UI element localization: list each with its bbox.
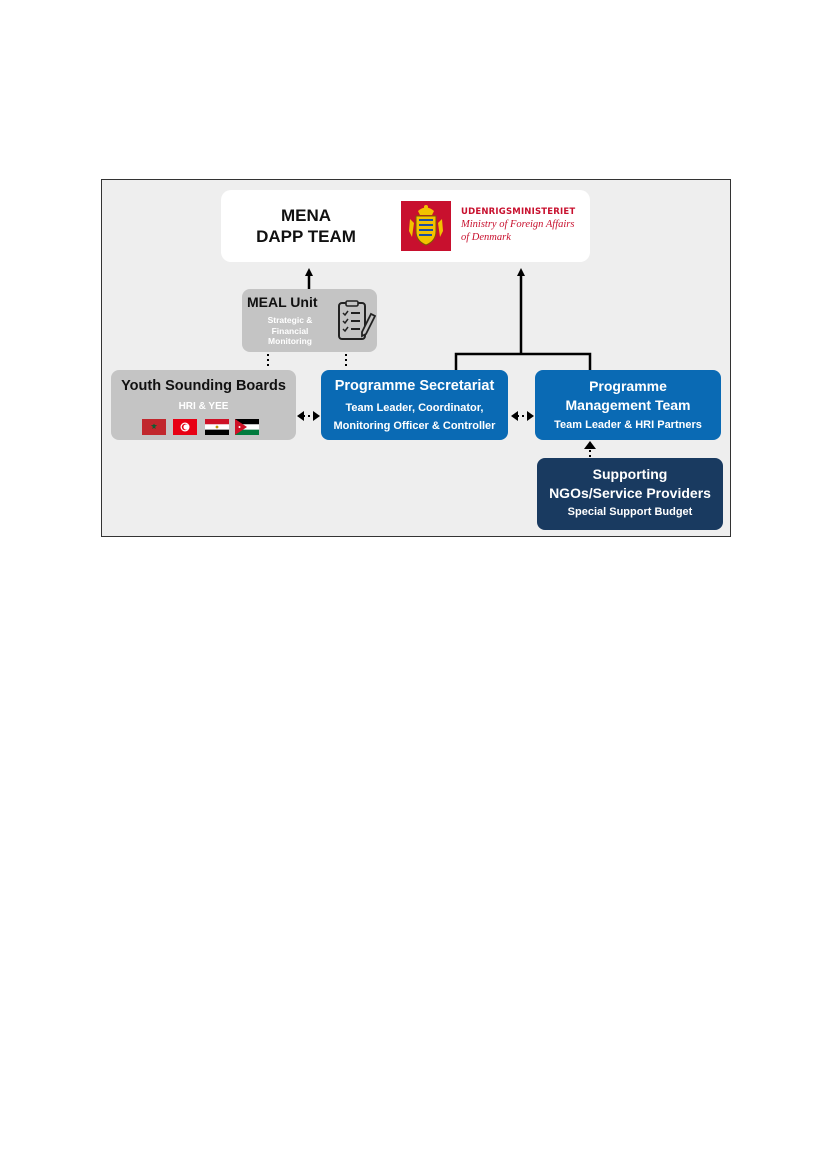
ministry-logo-text xyxy=(461,207,575,243)
bracket-sec-pmt xyxy=(456,354,590,370)
ministry-crest-icon xyxy=(401,201,451,251)
supporting-title1: Supporting xyxy=(592,466,668,482)
arrowhead-left-2 xyxy=(511,411,518,421)
secretariat-sub2: Monitoring Officer & Controller xyxy=(333,420,496,432)
meal-sub2: Financial xyxy=(271,325,309,336)
ministry-sub1: Ministry of Foreign Affairs xyxy=(461,219,575,230)
programme-management-team-box xyxy=(535,370,721,440)
egypt-flag-icon xyxy=(205,419,229,435)
arrowhead-right-2 xyxy=(527,411,534,421)
management-title2: Management Team xyxy=(565,397,691,413)
programme-secretariat-box xyxy=(321,370,508,440)
secretariat-sub1: Team Leader, Coordinator, xyxy=(345,402,484,414)
meal-sub3: Monitoring xyxy=(268,336,312,346)
meal-unit-box xyxy=(242,289,377,352)
ministry-sub2: of Denmark xyxy=(461,232,511,243)
management-title1: Programme xyxy=(589,378,667,394)
mena-title xyxy=(251,205,361,247)
clipboard-checklist-icon xyxy=(336,300,376,342)
meal-sub1: Strategic & xyxy=(267,315,313,325)
meal-subtitle xyxy=(254,315,326,347)
tunisia-flag-icon xyxy=(173,419,197,435)
arrowhead-up xyxy=(584,441,596,449)
meal-title: MEAL Unit xyxy=(247,294,318,310)
youth-subtitle: HRI & YEE xyxy=(178,401,229,412)
mena-line1: MENA xyxy=(280,206,332,225)
arrowhead-left-1 xyxy=(297,411,304,421)
supporting-sub: Special Support Budget xyxy=(567,506,693,518)
ministry-name: UDENRIGSMINISTERIET xyxy=(461,207,576,217)
arrowhead-right-1 xyxy=(313,411,320,421)
morocco-flag-icon xyxy=(142,419,166,435)
mena-dapp-team-box xyxy=(221,190,590,262)
secretariat-title: Programme Secretariat xyxy=(334,378,495,394)
jordan-flag-icon xyxy=(235,419,259,435)
management-sub: Team Leader & HRI Partners xyxy=(554,419,702,431)
youth-sounding-boards-box xyxy=(111,370,296,440)
supporting-ngos-box xyxy=(537,458,723,530)
supporting-title2: NGOs/Service Providers xyxy=(549,485,711,501)
mena-line2: DAPP TEAM xyxy=(256,227,356,246)
youth-title: Youth Sounding Boards xyxy=(121,378,286,394)
